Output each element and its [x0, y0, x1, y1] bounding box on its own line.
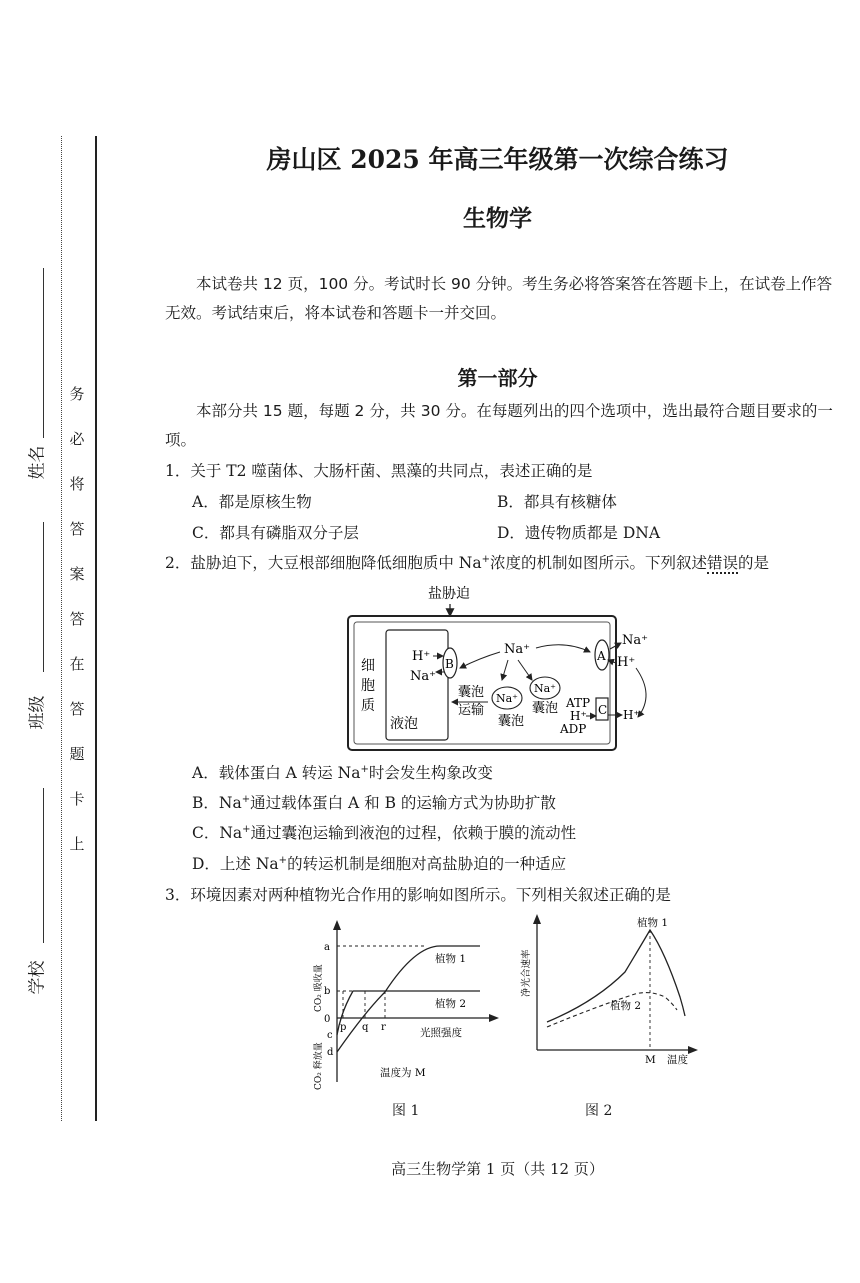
carrier-b-label: B [445, 657, 454, 671]
h-ion-label: H⁺ [570, 709, 587, 723]
notice-char: 答 [69, 520, 85, 538]
binding-dotted-line [61, 136, 62, 1121]
figure-1-light-curve [305, 912, 505, 1097]
y-axis-down-label: CO₂ 释放量 [314, 1042, 324, 1090]
notice-char: 务 [69, 385, 85, 403]
plant-2-label: 植物 2 [435, 998, 467, 1010]
y-axis-up-label: CO₂ 吸收量 [314, 964, 324, 1012]
y-tick-0: 0 [324, 1014, 331, 1025]
x-axis-label: 光照强度 [420, 1027, 462, 1039]
na-ion-label: Na⁺ [622, 633, 648, 648]
plant-2-label: 植物 2 [610, 1000, 642, 1012]
cytoplasm-char: 质 [361, 698, 375, 714]
atp-label: ATP [566, 696, 591, 710]
name-underline [43, 268, 44, 438]
q1-option-a: A．都是原核生物 [192, 493, 312, 511]
q1-option-d: D．遗传物质都是 DNA [497, 524, 661, 542]
y-axis-label: 净光合速率 [521, 949, 532, 997]
notice-char: 答 [69, 700, 85, 718]
page-footer: 高三生物学第 1 页（共 12 页） [391, 1160, 604, 1178]
q2-option-c: C．Na+通过囊泡运输到液泡的过程，依赖于膜的流动性 [192, 823, 577, 842]
notice-char: 在 [69, 655, 85, 673]
h-ion-label: H⁺ [617, 655, 636, 670]
vesicle-transport-label: 囊泡 [458, 685, 485, 700]
school-label: 学校 [27, 960, 48, 995]
y-tick-d: d [327, 1047, 334, 1058]
figure-2-temperature-curve [515, 912, 700, 1072]
q1-option-b: B．都具有核糖体 [497, 493, 617, 511]
subject-title: 生物学 [463, 205, 532, 232]
q2-option-b: B．Na+通过载体蛋白 A 和 B 的运输方式为协助扩散 [192, 793, 556, 812]
y-tick-a: a [324, 942, 330, 953]
class-underline [43, 522, 44, 672]
exam-title: 房山区 2025 年高三年级第一次综合练习 [266, 145, 729, 174]
notice-char: 将 [69, 475, 85, 493]
h-ion-label: H⁺ [623, 708, 640, 722]
q1-option-c: C．都具有磷脂双分子层 [192, 524, 359, 542]
cytoplasm-char: 细 [361, 658, 375, 674]
part-heading: 第一部分 [457, 366, 538, 390]
h-ion-label: H⁺ [412, 649, 431, 664]
notice-char: 卡 [69, 790, 85, 808]
notice-char: 题 [69, 745, 85, 763]
carrier-c-label: C [598, 703, 608, 717]
temperature-note: 温度为 M [380, 1067, 426, 1079]
notice-char: 必 [69, 430, 85, 448]
figure-2-caption: 图 2 [585, 1103, 613, 1119]
x-tick-p: p [340, 1022, 347, 1033]
emphasis-word: 错误 [707, 554, 739, 572]
q2-option-a: A．载体蛋白 A 转运 Na+时会发生构象改变 [192, 763, 493, 782]
exam-instructions: 本试卷共 12 页，100 分。考试时长 90 分钟。考生务必将答案答在答题卡上，在试卷上作答无效。考试结束后，将本试卷和答题卡一并交回。 [165, 275, 833, 322]
vesicle-label: 囊泡 [498, 714, 525, 729]
question-1-stem: 1．关于 T2 噬菌体、大肠杆菌、黑藻的共同点，表述正确的是 [165, 462, 593, 480]
x-axis-label: 温度 [667, 1054, 688, 1066]
plant-1-label: 植物 1 [435, 953, 467, 965]
x-tick-q: q [362, 1022, 369, 1033]
notice-char: 案 [69, 565, 85, 583]
cytoplasm-char: 胞 [361, 678, 375, 694]
stress-label: 盐胁迫 [428, 586, 470, 602]
na-ion-label: Na⁺ [534, 682, 556, 695]
y-tick-b: b [324, 986, 331, 997]
na-ion-label: Na⁺ [496, 692, 518, 705]
x-tick-r: r [381, 1022, 386, 1033]
vesicle-transport-label: 运输 [458, 703, 485, 718]
notice-char: 答 [69, 610, 85, 628]
name-label: 姓名 [27, 445, 48, 480]
na-ion-label: Na⁺ [410, 669, 436, 684]
figure-1-caption: 图 1 [392, 1103, 420, 1119]
na-ion-label: Na⁺ [504, 642, 530, 657]
vacuole-label: 液泡 [390, 716, 418, 732]
class-label: 班级 [27, 695, 48, 730]
carrier-a-label: A [597, 649, 606, 663]
x-tick-m: M [645, 1054, 656, 1066]
binding-solid-line [95, 136, 97, 1121]
plant-1-label: 植物 1 [637, 917, 669, 929]
vesicle-label: 囊泡 [532, 701, 559, 716]
notice-char: 上 [69, 835, 85, 853]
part-instructions: 本部分共 15 题，每题 2 分，共 30 分。在每题列出的四个选项中，选出最符合题目要求的一项。 [165, 402, 833, 449]
school-underline [43, 788, 44, 943]
adp-label: ADP [560, 722, 587, 736]
q2-option-d: D．上述 Na+的转运机制是细胞对高盐胁迫的一种适应 [192, 854, 567, 873]
y-tick-c: c [327, 1030, 333, 1041]
question-3-stem: 3．环境因素对两种植物光合作用的影响如图所示。下列相关叙述正确的是 [165, 886, 671, 904]
na-transport-diagram [340, 580, 660, 755]
question-2-stem: 2．盐胁迫下，大豆根部细胞降低细胞质中 Na+浓度的机制如图所示。下列叙述错误的是 [165, 553, 770, 572]
